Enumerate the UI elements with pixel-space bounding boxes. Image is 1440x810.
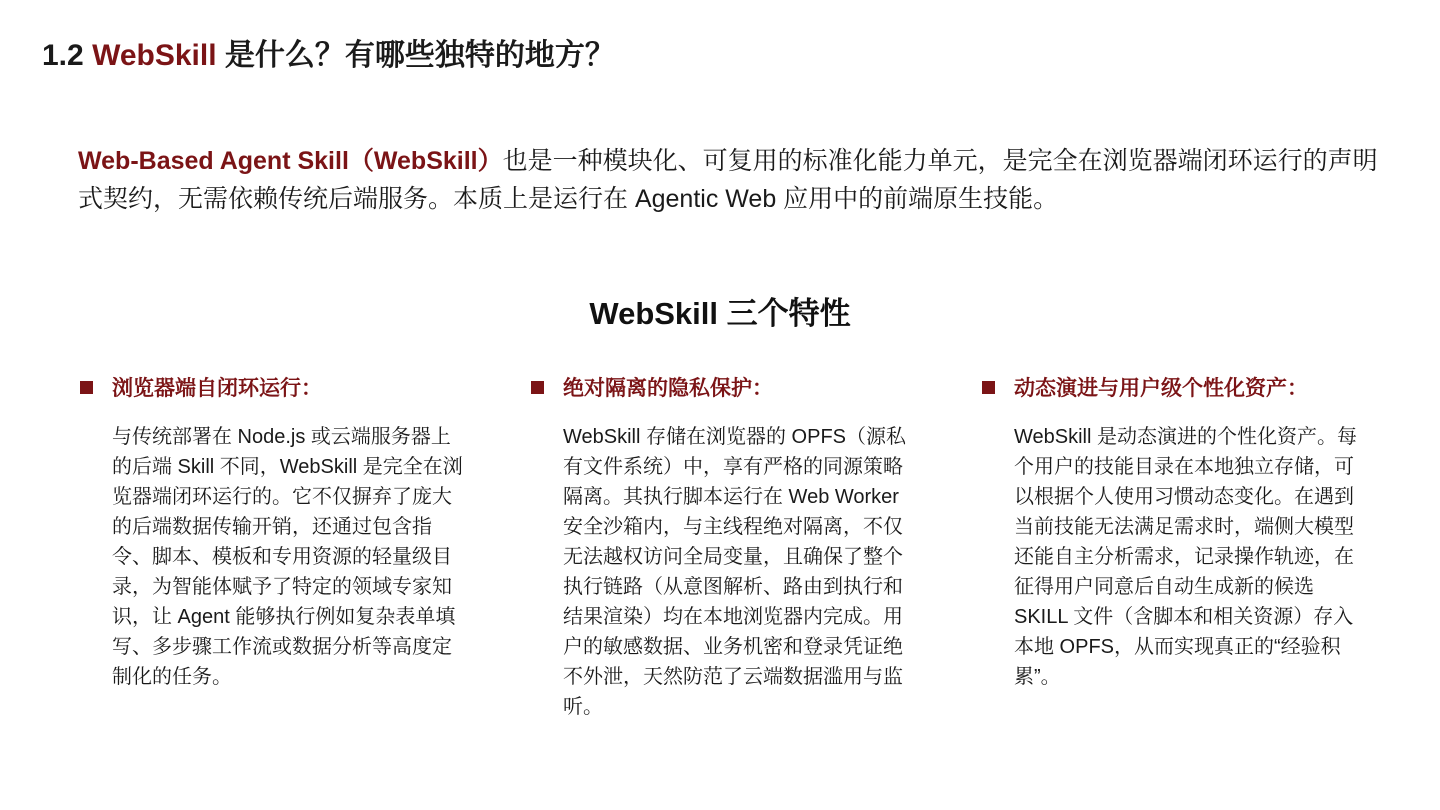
feature-header (80, 372, 500, 402)
feature-title: 浏览器端自闭环运行： (112, 377, 322, 400)
feature-browser-closed-loop (80, 372, 500, 692)
feature-body: WebSkill 是动态演进的个性化资产。每个用户的技能目录在本地独立存储，可以根据个人使用习惯动态变化。在遇到当前技能无法满足需求时，端侧大模型还能自主分析需求，记录操作轨迹，在征得用户同意后自动生成新的候选 SKILL 文件（含脚本和相关资源）存入本地 OPFS，从而实现真正的“经验积累”。 (1014, 426, 1357, 688)
square-bullet-icon (531, 381, 544, 394)
feature-privacy-isolation (531, 372, 951, 722)
feature-header (982, 372, 1402, 402)
title-question: 是什么？有哪些独特的地方？ (224, 39, 615, 72)
feature-title: 绝对隔离的隐私保护： (563, 377, 773, 400)
feature-body: WebSkill 存储在浏览器的 OPFS（源私有文件系统）中，享有严格的同源策略隔离。其执行脚本运行在 Web Worker 安全沙箱内，与主线程绝对隔离，不仅无法越权访问全局变量，且确保了整个执行链路（从意图解析、路由到执行和结果渲染）均在本地浏览器内完成。用户的敏感数据、业务机密和登录凭证绝不外泄，天然防范了云端数据滥用与监听。 (563, 426, 906, 718)
title-brand: WebSkill (92, 39, 217, 72)
intro-text: 也是一种模块化、可复用的标准化能力单元，是完全在浏览器端闭环运行的声明式契约，无需依赖传统后端服务。本质上是运行在 Agentic Web 应用中的前端原生技能。 (78, 147, 1378, 213)
feature-header (531, 372, 951, 402)
feature-dynamic-evolution (982, 372, 1402, 692)
feature-title: 动态演进与用户级个性化资产： (1014, 377, 1308, 400)
square-bullet-icon (982, 381, 995, 394)
square-bullet-icon (80, 381, 93, 394)
page-title (42, 36, 615, 76)
intro-highlight: Web-Based Agent Skill（WebSkill） (78, 147, 503, 175)
feature-body: 与传统部署在 Node.js 或云端服务器上的后端 Skill 不同，WebSkill 是完全在浏览器端闭环运行的。它不仅摒弃了庞大的后端数据传输开销，还通过包含指令、脚本、模板和专用资源的轻量级目录，为智能体赋予了特定的领域专家知识，让 Agent 能够执行例如复杂表单填写、多步骤工作流或数据分析等高度定制化的任务。 (112, 426, 463, 688)
title-number: 1.2 (42, 39, 84, 72)
section-heading: WebSkill 三个特性 (589, 296, 851, 331)
intro-paragraph (78, 142, 1378, 218)
